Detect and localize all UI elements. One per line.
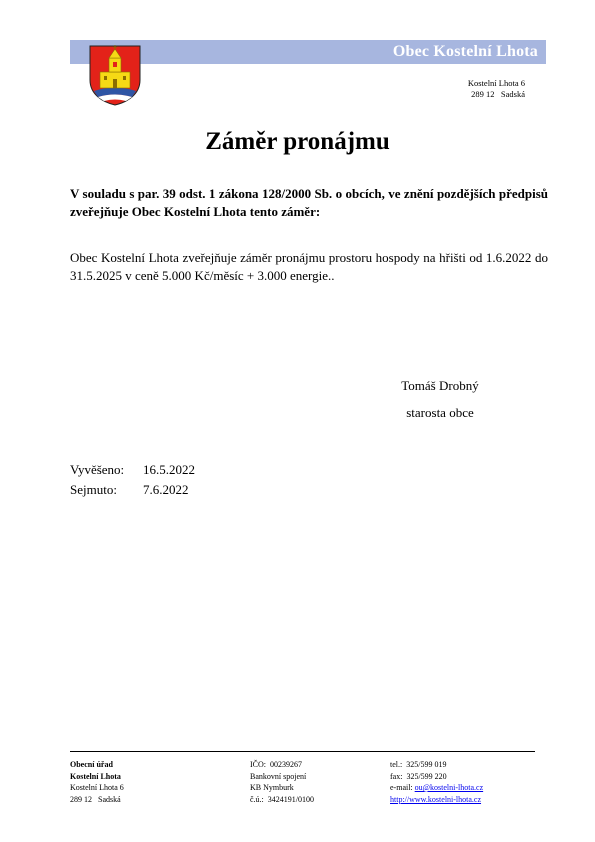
office-name: Obecní úřad bbox=[70, 760, 113, 769]
bank-heading: Bankovní spojení bbox=[250, 771, 307, 781]
signature-block bbox=[380, 372, 500, 426]
email-label: e-mail: bbox=[390, 783, 415, 792]
posted-row bbox=[70, 460, 195, 480]
address-line: 289 12 Sadská bbox=[471, 89, 525, 99]
footer-office bbox=[70, 759, 124, 805]
office-postcode: 289 12 Sadská bbox=[70, 794, 121, 804]
posted-date: 16.5.2022 bbox=[143, 462, 195, 477]
posted-label: Vyvěšeno: bbox=[70, 462, 125, 477]
office-village: Kostelní Lhota bbox=[70, 771, 121, 781]
signatory-name: Tomáš Drobný bbox=[401, 378, 479, 393]
footer-divider bbox=[70, 751, 535, 752]
legal-intro: V souladu s par. 39 odst. 1 zákona 128/2000 Sb. o obcích, ve znění pozdějších předpisů zveřejňuje Obec Kostelní Lhota tento záměr: bbox=[70, 186, 548, 219]
email-row bbox=[390, 782, 483, 794]
office-street: Kostelní Lhota 6 bbox=[70, 783, 124, 792]
company-id: IČO: 00239267 bbox=[250, 760, 302, 769]
signatory-role: starosta obce bbox=[406, 405, 474, 420]
municipality-address bbox=[468, 78, 525, 100]
municipality-title: Obec Kostelní Lhota bbox=[392, 43, 538, 60]
posting-dates bbox=[70, 460, 195, 500]
removed-label: Sejmuto: bbox=[70, 482, 117, 497]
removed-date: 7.6.2022 bbox=[143, 482, 189, 497]
phone: tel.: 325/599 019 bbox=[390, 760, 447, 769]
bank-account: č.ú.: 3424191/0100 bbox=[250, 794, 314, 804]
removed-row bbox=[70, 480, 195, 500]
address-line: Kostelní Lhota 6 bbox=[467, 78, 525, 88]
fax: fax: 325/599 220 bbox=[390, 771, 447, 781]
bank-name: KB Nymburk bbox=[250, 783, 294, 792]
document-title: Záměr pronájmu bbox=[205, 128, 390, 155]
website-link[interactable]: http://www.kostelni-lhota.cz bbox=[390, 794, 482, 804]
coat-of-arms-icon bbox=[86, 42, 144, 106]
announcement-text: Obec Kostelní Lhota zveřejňuje záměr pronájmu prostoru hospody na hřišti od 1.6.2022 do 31.5.2025 v ceně 5.000 Kč/měsíc + 3.000 energie.. bbox=[70, 250, 548, 283]
footer-contact bbox=[390, 759, 483, 805]
email-link[interactable]: ou@kostelni-lhota.cz bbox=[414, 783, 484, 792]
footer-bank bbox=[250, 759, 314, 805]
